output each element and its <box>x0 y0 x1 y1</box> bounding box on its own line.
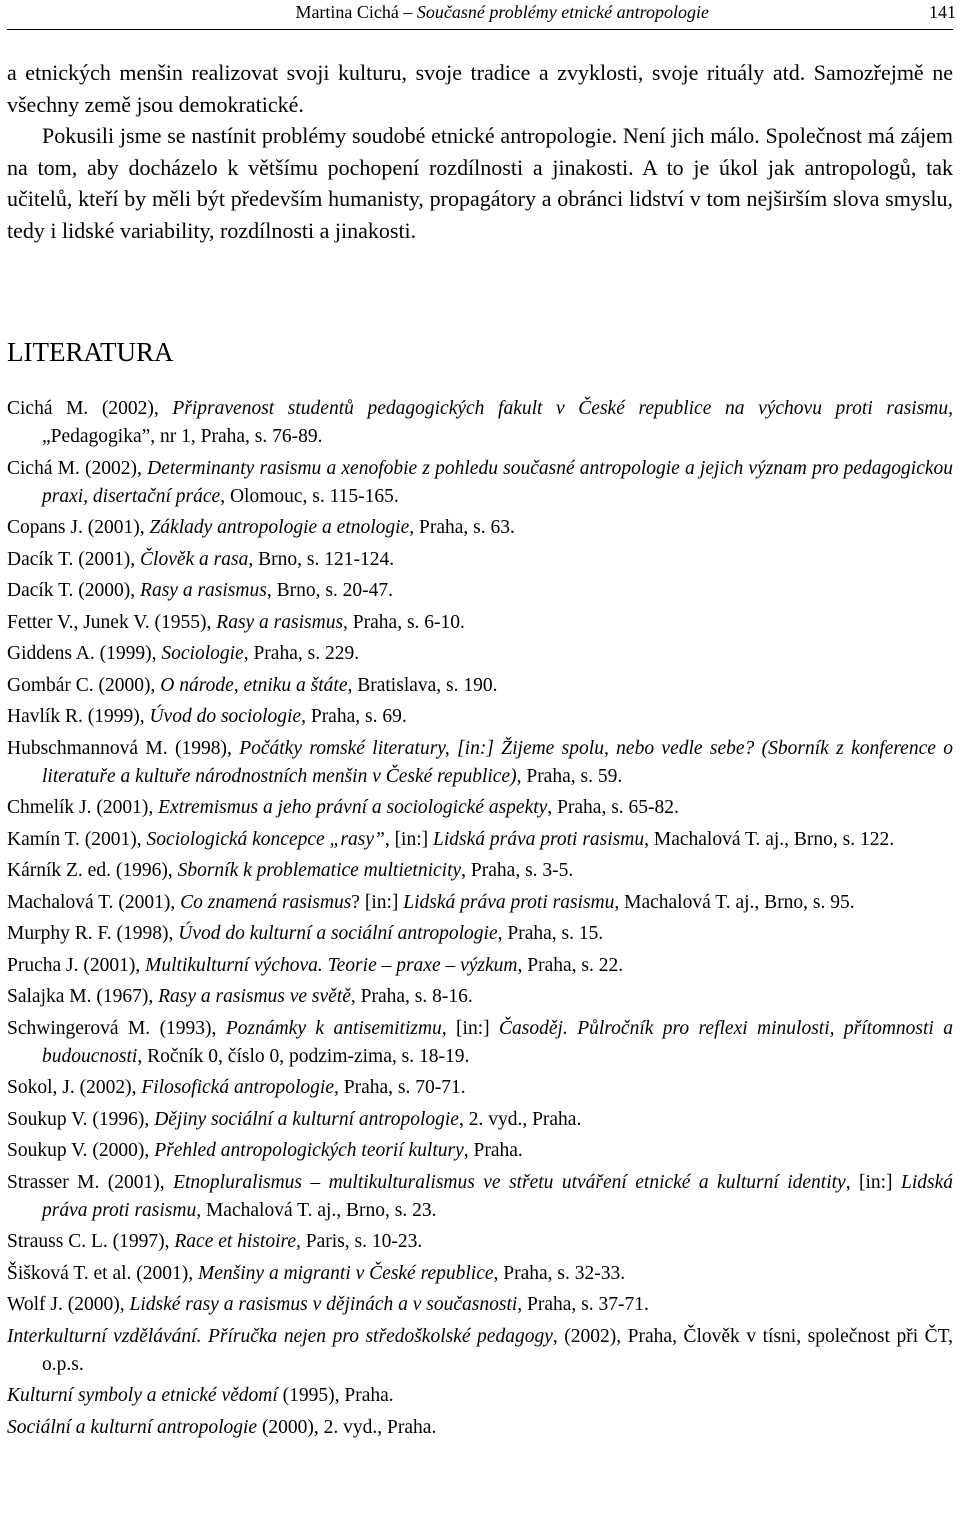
reference-title: Lidské rasy a rasismus v dějinách a v současnosti <box>129 1294 518 1315</box>
reference-title: Rasy a rasismus <box>140 580 267 601</box>
reference-text: Dacík T. (2000), <box>7 580 141 601</box>
reference-title: Sborník k problematice multietnicity <box>177 860 462 881</box>
reference-text: Soukup V. (1996), <box>7 1108 155 1130</box>
reference-text: Sokol, J. (2002), <box>7 1077 142 1098</box>
reference-title: Sociální a kulturní antropologie <box>7 1416 258 1438</box>
reference-text: Murphy R. F. (1998), <box>7 923 179 944</box>
reference-title: Menšiny a migranti v České republice <box>198 1262 494 1284</box>
reference-text: , Bratislava, s. 190. <box>347 674 498 696</box>
paragraph: Pokusili jsme se nastínit problémy soudobé etnické antropologie. Není jich málo. Společnost má zájem na tom, aby docházelo k většímu pochopení rozdílnosti a jinakosti. A to je úkol jak antropologů, tak učitelů, kteří by měli být především humanisty, propagátory a obránci lidství v tom nejširším slova smyslu, tedy i lidské variability, rozdílnosti a jinakosti. <box>7 123 953 243</box>
reference-text: ? [in:] <box>351 891 404 913</box>
reference-text: , Praha, s. 3-5. <box>461 860 574 881</box>
reference-title: Lidská práva proti rasismu <box>433 828 645 850</box>
reference-item <box>7 735 953 791</box>
reference-item <box>7 1291 953 1319</box>
reference-text: Soukup V. (2000), <box>7 1140 155 1161</box>
reference-item <box>7 514 953 542</box>
reference-item <box>7 983 953 1011</box>
page-number: 141 <box>929 2 956 22</box>
reference-item <box>7 1015 953 1071</box>
reference-title: Úvod do kulturní a sociální antropologie <box>178 923 498 944</box>
header-title: Současné problémy etnické antropologie <box>416 2 709 22</box>
reference-text: , Brno, s. 121-124. <box>248 548 395 570</box>
reference-text: Havlík R. (1999), <box>7 706 150 727</box>
reference-title: Multikulturní výchova. Teorie – praxe – výzkum <box>145 954 518 976</box>
reference-text: , Praha, s. 6-10. <box>343 611 465 633</box>
reference-title: Počátky romské literatury, [in:] Žijeme spolu, nebo vedle sebe? (Sborník z konference o literatuře a kultuře národnostních menšin v České republice) <box>42 737 953 787</box>
reference-title: Kulturní symboly a etnické vědomí <box>7 1385 278 1406</box>
reference-text: Prucha J. (2001), <box>7 954 146 976</box>
reference-text: , [in:] <box>845 1171 901 1193</box>
reference-text: , Paris, s. 10-23. <box>296 1231 423 1252</box>
reference-text: , (2002), Praha, Člověk v tísni, společnost při ČT, o.p.s. <box>42 1325 953 1375</box>
reference-title: Determinanty rasismu a xenofobie z pohledu současné antropologie a jejich význam pro pedagogickou praxi, disertační práce <box>42 457 953 507</box>
reference-text: , 2. vyd., Praha. <box>458 1108 582 1130</box>
reference-text: Giddens A. (1999), <box>7 643 162 664</box>
reference-text: , Praha, s. 65-82. <box>547 797 679 818</box>
reference-title: Filosofická antropologie <box>141 1077 334 1098</box>
reference-text: (2000), 2. vyd., Praha. <box>257 1416 437 1438</box>
reference-item <box>7 1323 953 1379</box>
reference-item <box>7 703 953 731</box>
reference-title: Rasy a rasismus ve světě <box>158 986 351 1007</box>
reference-text: , Praha, s. 37-71. <box>517 1294 649 1315</box>
reference-title: Základy antropologie a etnologie <box>149 517 410 538</box>
reference-text: , Olomouc, s. 115-165. <box>220 485 399 507</box>
reference-text: Wolf J. (2000), <box>7 1294 130 1315</box>
reference-item <box>7 609 953 637</box>
reference-title: Časoděj. Půlročník pro reflexi minulosti, přítomnosti a budoucnosti <box>42 1017 953 1067</box>
reference-item <box>7 1137 953 1165</box>
reference-title: Race et histoire <box>174 1231 297 1252</box>
reference-text: , Machalová T. aj., Brno, s. 122. <box>644 828 895 850</box>
header-author-name: Martina Cichá – <box>295 2 417 22</box>
reference-list <box>7 395 953 1445</box>
reference-text: Šišková T. et al. (2001), <box>7 1262 199 1284</box>
reference-title: Dějiny sociální a kulturní antropologie <box>154 1108 459 1130</box>
reference-title: Extremismus a jeho právní a sociologické aspekty <box>158 797 548 818</box>
reference-item <box>7 952 953 980</box>
body-text <box>7 57 953 246</box>
reference-text: , Praha, s. 22. <box>517 954 624 976</box>
reference-title: Přehled antropologických teorií kultury <box>154 1140 464 1161</box>
reference-text: Chmelík J. (2001), <box>7 797 159 818</box>
reference-title: Poznámky k antisemitizmu <box>225 1017 442 1039</box>
reference-item <box>7 889 953 917</box>
section-heading: LITERATURA <box>7 337 174 367</box>
reference-text: Strauss C. L. (1997), <box>7 1231 175 1252</box>
reference-item <box>7 1074 953 1102</box>
reference-text: , Praha, s. 59. <box>516 765 623 787</box>
reference-title: Etnopluralismus – multikulturalismus ve střetu utváření etnické a kulturní identity <box>173 1171 846 1193</box>
reference-text: Kamín T. (2001), <box>7 828 147 850</box>
reference-title: Lidská práva proti rasismu <box>42 1171 953 1221</box>
reference-title: Lidská práva proti rasismu <box>403 891 615 913</box>
reference-text: , Brno, s. 20-47. <box>266 580 394 601</box>
reference-text: , [in:] <box>384 828 434 850</box>
reference-text: Strasser M. (2001), <box>7 1171 174 1193</box>
reference-item <box>7 640 953 668</box>
reference-title: Úvod do sociologie <box>149 706 302 727</box>
reference-text: Dacík T. (2001), <box>7 548 141 570</box>
reference-item <box>7 1106 953 1134</box>
reference-item <box>7 1382 953 1410</box>
running-header <box>7 0 956 30</box>
reference-item <box>7 1169 953 1225</box>
reference-text: , Praha, s. 32-33. <box>493 1262 626 1284</box>
reference-item <box>7 1228 953 1256</box>
reference-text: Cichá M. (2002), <box>7 457 148 479</box>
reference-item <box>7 920 953 948</box>
reference-title: Sociologie <box>161 643 244 664</box>
reference-item <box>7 395 953 451</box>
reference-text: Copans J. (2001), <box>7 517 150 538</box>
reference-text: (1995), Praha. <box>277 1385 394 1406</box>
reference-item <box>7 857 953 885</box>
reference-item <box>7 577 953 605</box>
reference-item <box>7 826 953 854</box>
reference-text: , Praha, s. 70-71. <box>333 1077 466 1098</box>
reference-text: Fetter V., Junek V. (1955), <box>7 611 217 633</box>
reference-text: , Praha. <box>463 1140 523 1161</box>
reference-text: Hubschmannová M. (1998), <box>7 737 240 759</box>
reference-text: Salajka M. (1967), <box>7 986 159 1007</box>
reference-text: Schwingerová M. (1993), <box>7 1017 226 1039</box>
reference-text: , [in:] <box>441 1017 500 1039</box>
reference-title: Člověk a rasa <box>140 548 249 570</box>
reference-title: O národe, etniku a štáte <box>160 674 348 696</box>
reference-text: Kárník Z. ed. (1996), <box>7 860 178 881</box>
paragraph: a etnických menšin realizovat svoji kulturu, svoje tradice a zvyklosti, svoje rituály atd. Samozřejmě ne všechny země jsou demokratické. <box>7 60 953 117</box>
reference-item <box>7 546 953 574</box>
reference-title: Rasy a rasismus <box>216 611 344 633</box>
reference-text: , „Pedagogika”, nr 1, Praha, s. 76-89. <box>42 398 953 447</box>
reference-title: Připravenost studentů pedagogických fakult v České republice na výchovu proti rasismu <box>172 398 949 419</box>
reference-text: Machalová T. (2001), <box>7 891 181 913</box>
reference-title: Interkulturní vzdělávání. Příručka nejen pro středoškolské pedagogy <box>7 1325 553 1347</box>
reference-title: Sociologická koncepce „rasy” <box>146 828 385 850</box>
reference-text: , Praha, s. 8-16. <box>350 986 473 1007</box>
reference-text: Gombár C. (2000), <box>7 674 161 696</box>
reference-text: Cichá M. (2002), <box>7 398 173 419</box>
reference-item <box>7 455 953 511</box>
reference-text: , Praha, s. 69. <box>301 706 407 727</box>
reference-text: , Machalová T. aj., Brno, s. 95. <box>614 891 855 913</box>
reference-title: Co znamená rasismus <box>180 891 352 913</box>
reference-text: , Praha, s. 15. <box>497 923 604 944</box>
header-author <box>295 2 709 23</box>
reference-text: , Praha, s. 63. <box>409 517 515 538</box>
reference-text: , Machalová T. aj., Brno, s. 23. <box>196 1199 437 1221</box>
reference-item <box>7 672 953 700</box>
reference-item <box>7 794 953 822</box>
reference-item <box>7 1414 953 1442</box>
reference-text: , Ročník 0, číslo 0, podzim-zima, s. 18-19. <box>137 1045 470 1067</box>
reference-item <box>7 1260 953 1288</box>
reference-text: , Praha, s. 229. <box>243 643 360 664</box>
